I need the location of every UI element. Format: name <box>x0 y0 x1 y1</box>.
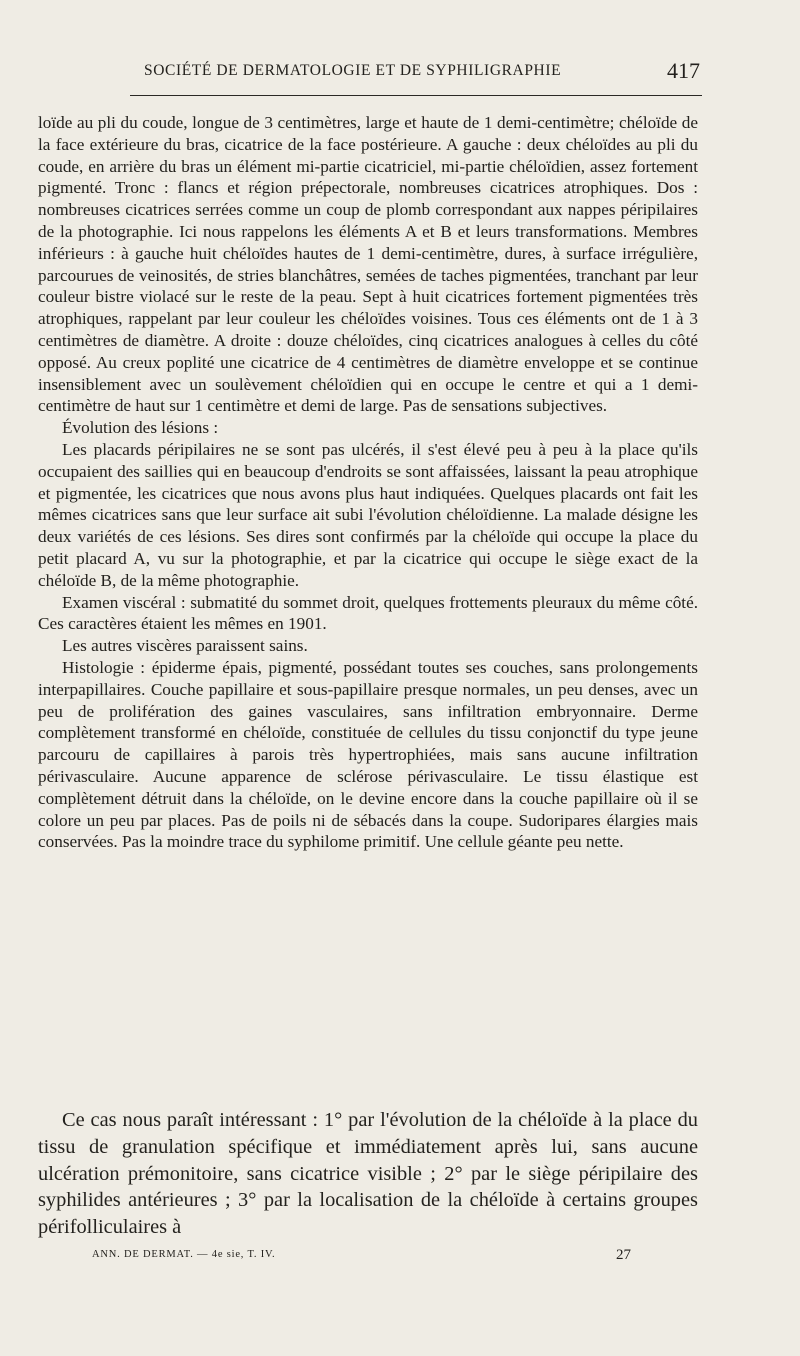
page-footer <box>38 1244 698 1268</box>
body-text <box>38 112 698 853</box>
conclusion-text <box>38 1107 698 1241</box>
paragraph-histology: Histologie : épiderme épais, pigmenté, possédant toutes ses couches, sans prolongements interpapillaires. Couche papillaire et sous-papillaire presque normales, un peu denses, avec un peu de prolifération des gaines vasculaires, sans infiltration embryonnaire. Derme complètement transformé en chéloïde, constituée de cellules du tissu conjonctif du type jeune parcouru de capillaires à parois très hypertrophiées, mais sans aucune infiltration périvasculaire. Aucune apparence de sclérose périvasculaire. Le tissu élastique est complètement détruit dans la chéloïde, on le devine encore dans la couche papillaire où il se colore un peu par places. Pas de poils ni de sébacés dans la coupe. Sudoripares élargies mais conservées. Pas la moindre trace du syphilome primitif. Une cellule géante peu nette. <box>38 657 698 852</box>
journal-reference: ANN. DE DERMAT. — 4e sie, T. IV. <box>92 1249 276 1260</box>
signature-mark: 27 <box>616 1247 631 1263</box>
paragraph-other-viscera: Les autres viscères paraissent sains. <box>62 636 308 656</box>
paragraph-visceral-exam: Examen viscéral : submatité du sommet droit, quelques frottements pleuraux du même côté. Ces caractères étaient les mêmes en 1901. <box>38 592 698 634</box>
page-number: 417 <box>667 58 700 83</box>
paragraph-conclusion: Ce cas nous paraît intéressant : 1° par l'évolution de la chéloïde à la place du tissu de granulation spécifique et immédiatement après lui, sans aucune ulcération prémonitoire, sans cicatrice visible ; 2° par le siège péripilaire des syphilides antérieures ; 3° par la localisation de la chéloïde à certains groupes périfolliculaires à <box>38 1109 698 1239</box>
running-head <box>120 58 700 88</box>
paragraph-case-description: loïde au pli du coude, longue de 3 centimètres, large et haute de 1 demi-centimètre; chéloïde de la face extérieure du bras, cicatrice de la face postérieure. A gauche : deux chéloïdes au pli du coude, en arrière du bras un élément mi-partie cicatriciel, mi-partie chéloïdien, assez fortement pigmenté. Tronc : flancs et région prépectorale, nombreuses cicatrices atrophiques. Dos : nombreuses cicatrices serrées comme un coup de plomb correspondant aux nappes péripilaires de la photographie. Ici nous rappelons les éléments A et B et leurs transformations. Membres inférieurs : à gauche huit chéloïdes hautes de 1 demi-centimètre, dures, à surface irrégulière, parcourues de veinosités, de stries blanchâtres, semées de taches pigmentées, tranchant par leur couleur bistre violacé sur le reste de la peau. Sept à huit cicatrices fortement pigmentées très atrophiques, rappelant par leur couleur les chéloïdes voisines. Tous ces éléments ont de 1 à 3 centimètres de diamètre. A droite : douze chéloïdes, cinq cicatrices analogues à celles du côté opposé. Au creux poplité une cicatrice de 4 centimètres de diamètre enveloppe et se continue insensiblement avec un soulèvement chéloïdien qui en occupe le centre et qui a 1 demi-centimètre de haut sur 1 centimètre et demi de large. Pas de sensations subjectives. <box>38 113 698 416</box>
paragraph-evolution-heading: Évolution des lésions : <box>62 418 219 438</box>
header-rule <box>130 95 702 96</box>
paragraph-evolution: Les placards péripilaires ne se sont pas ulcérés, il s'est élevé peu à peu à la place qu'ils occupaient des saillies qui en beaucoup d'endroits se sont affaissées, laissant la peau atrophique et pigmentée, les cicatrices que nous avons plus haut indiquées. Quelques placards ont fait les mêmes cicatrices sans que leur surface ait subi l'évolution chéloïdienne. La malade désigne les deux variétés de ces lésions. Ses dires sont confirmés par la chéloïde qui occupe la place du petit placard A, vu sur la photographie, et par la cicatrice qui occupe le siège exact de la chéloïde B, de la même photographie. <box>38 439 698 590</box>
running-title: SOCIÉTÉ DE DERMATOLOGIE ET DE SYPHILIGRAPHIE <box>144 62 562 79</box>
